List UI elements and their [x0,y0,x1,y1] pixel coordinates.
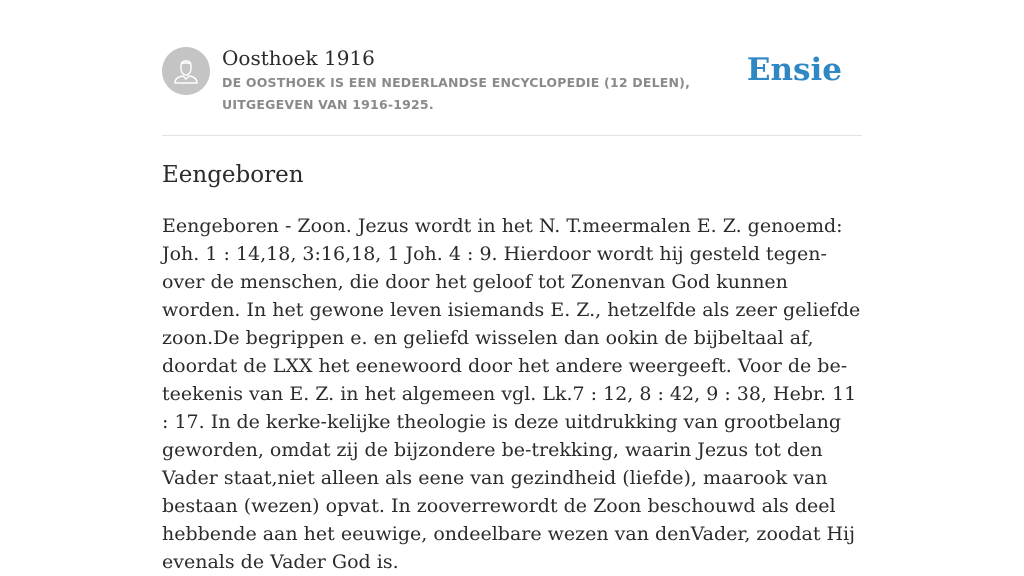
source-description: DE OOSTHOEK IS EEN NEDERLANDSE ENCYCLOPEDIE (12 DELEN), UITGEGEVEN VAN 1916-1925. [222,75,691,112]
page-title: Eengeboren [162,162,304,188]
avatar[interactable] [162,47,210,95]
source-header [162,44,862,116]
source-title[interactable]: Oosthoek 1916 [222,46,375,70]
divider [162,135,862,136]
user-silhouette-icon [162,47,210,95]
brand-logo[interactable]: Ensie [746,52,842,88]
entry-body: Eengeboren - Zoon. Jezus wordt in het N. T.meermalen E. Z. genoemd: Joh. 1 : 14,18, 3:16,18, 1 Joh. 4 : 9. Hierdoor wordt hij gesteld tegen-over de menschen, die door het geloof tot Zonenvan God kunnen worden. In het gewone leven isiemands E. Z., hetzelfde als zeer geliefde zoon.De begrippen e. en geliefd wisselen dan ookin de bijbeltaal af, doordat de LXX het eenewoord door het andere weergeeft. Voor de be-teekenis van E. Z. in het algemeen vgl. Lk.7 : 12, 8 : 42, 9 : 38, Hebr. 11 : 17. In de kerke-kelijke theologie is deze uitdrukking van grootbelang geworden, omdat zij de bijzondere be-trekking, waarin Jezus tot den Vader staat,niet alleen als eene van gezindheid (liefde), maarook van bestaan (wezen) opvat. In zooverrewordt de Zoon beschouwd als deel hebbende aan het eeuwige, ondeelbare wezen van denVader, zoodat Hij evenals de Vader God is. [162,215,861,573]
